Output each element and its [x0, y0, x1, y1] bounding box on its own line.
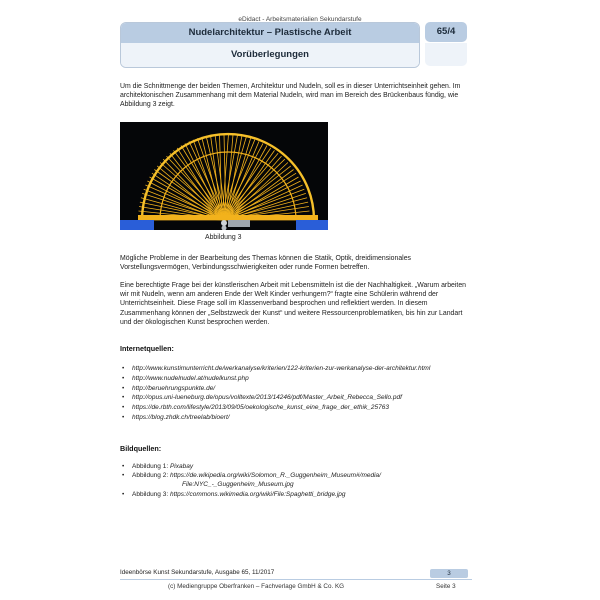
footer-divider	[120, 579, 472, 580]
image-source-item	[122, 471, 474, 489]
source-link[interactable]: • https://de.rbth.com/lifestyle/2013/09/05/oekologische_kunst_eine_frage_der_ethik_25763	[122, 403, 474, 413]
internet-sources-list	[122, 364, 474, 423]
sustainability-paragraph: Eine berechtigte Frage bei der künstlerischen Arbeit mit Lebensmitteln ist die der Nachhaltigkeit. „Warum arbeiten wir mit Nudeln, wenn am anderen Ende der Welt Kinder verhungern?“ fragte eine Schülerin während der Unterrichtseinheit. Diese Frage soll im Klassenverband besprochen und reflektiert werden. In diesem Zusammenhang können der „Selbstzweck der Kunst“ und weitere Ressourcenproblematiken, bis hin zur Landart und der ökologischen Kunst besprochen werden.	[120, 282, 466, 326]
worksheet-number-panel	[425, 43, 467, 66]
image-sources-heading: Bildquellen:	[120, 444, 162, 453]
image-source-label: Abbildung 1:	[132, 463, 170, 470]
figure-caption: Abbildung 3	[205, 234, 242, 241]
spaghetti-bridge-image	[120, 122, 328, 230]
image-source-link[interactable]: https://commons.wikimedia.org/wiki/File:Spaghetti_bridge.jpg	[169, 490, 346, 498]
source-link[interactable]: • http://beruehrungspunkte.de/	[122, 384, 474, 394]
image-source-item	[122, 490, 474, 499]
image-source-link[interactable]: https://de.wikipedia.org/wiki/Solomon_R._Guggenheim_Museum#/media/	[169, 472, 381, 480]
source-link[interactable]: • http://www.nudelnudel.at/nudelkunst.php	[122, 374, 474, 384]
spaghetti-bridge-photo	[120, 122, 328, 230]
footer-copyright: (c) Mediengruppe Oberfranken – Fachverlage GmbH & Co. KG	[168, 583, 345, 590]
image-source-continuation[interactable]: File:NYC_-_Guggenheim_Museum.jpg	[182, 481, 294, 489]
footer-page-badge: 3	[430, 569, 468, 578]
source-link[interactable]: • https://blog.zhdk.ch/treelab/bioert/	[122, 413, 474, 423]
footer-page-number: Seite 3	[436, 583, 456, 590]
footer-publication: Ideenbörse Kunst Sekundarstufe, Ausgabe 65, 11/2017	[120, 569, 275, 576]
intro-paragraph: Um die Schnittmenge der beiden Themen, Architektur und Nudeln, soll es in dieser Unterrichtseinheit gehen. Im architektonischen Zusammenhang mit dem Material Nudeln, wird man im Bereich des Brückenbaus fündig, wie Abbildung 3 zeigt.	[120, 83, 461, 109]
page-subtitle: Vorüberlegungen	[121, 43, 419, 67]
image-sources-list	[122, 462, 474, 499]
internet-sources-heading: Internetquellen:	[120, 344, 174, 353]
image-source-link[interactable]: Pixabay	[169, 463, 194, 470]
image-source-item	[122, 462, 474, 471]
problems-paragraph: Mögliche Probleme in der Bearbeitung des Themas können die Statik, Optik, dreidimensionales Vorstellungsvermögen, Verbindungsschwierigkeiten oder runde Formen betreffen.	[120, 255, 411, 272]
source-link[interactable]: • http://www.kunstimunterricht.de/werkanalyse/kriterien/122-kriterien-zur-werkanalyse-der-architektur.html	[122, 364, 474, 374]
worksheet-number: 65/4	[425, 22, 467, 42]
image-source-label: Abbildung 3:	[132, 490, 170, 498]
header-box	[120, 22, 420, 68]
publisher-topline: eDidact - Arbeitsmaterialien Sekundarstufe	[238, 16, 362, 23]
image-source-label: Abbildung 2:	[132, 472, 170, 480]
source-link[interactable]: • http://opus.uni-lueneburg.de/opus/volltexte/2013/14246/pdf/Master_Arbeit_Rebecca_Sello.pdf	[122, 393, 474, 403]
page-title: Nudelarchitektur – Plastische Arbeit	[121, 23, 419, 43]
